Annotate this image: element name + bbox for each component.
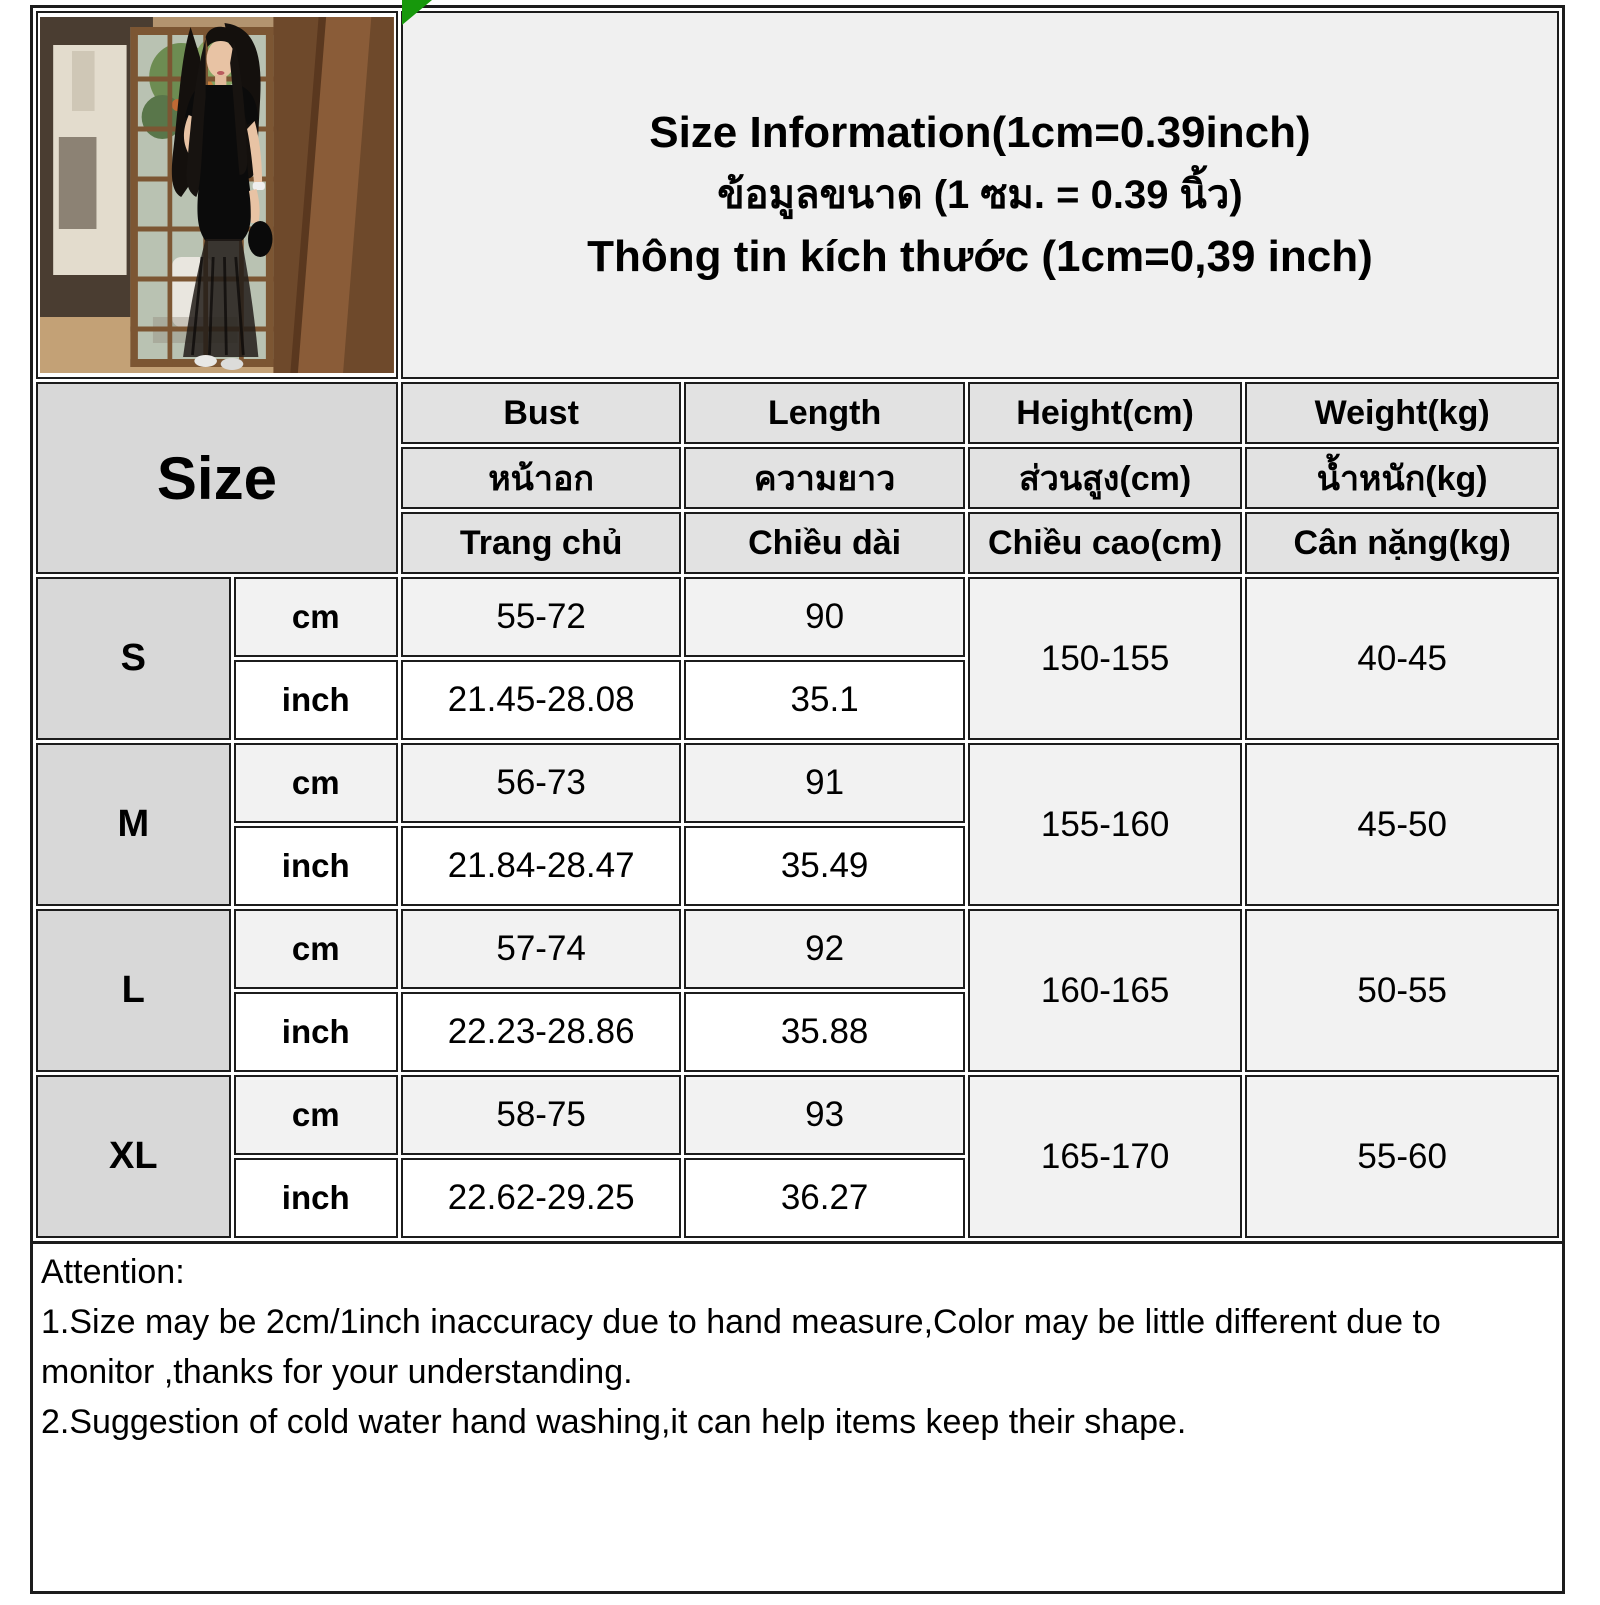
col-header-weight-th: น้ำหนัก(kg) — [1245, 447, 1559, 509]
attention-box — [30, 1244, 1565, 1594]
bust-cm-xl: 58-75 — [401, 1075, 681, 1155]
col-header-length-en: Length — [684, 382, 964, 444]
height-xl: 165-170 — [968, 1075, 1242, 1238]
row-s-cm — [36, 577, 1559, 657]
size-label-xl: XL — [36, 1075, 231, 1238]
length-cm-m: 91 — [684, 743, 964, 823]
unit-label-inch: inch — [234, 1158, 398, 1238]
size-label-s: S — [36, 577, 231, 740]
bust-cm-m: 56-73 — [401, 743, 681, 823]
unit-label-cm: cm — [234, 577, 398, 657]
unit-label-inch: inch — [234, 826, 398, 906]
unit-label-inch: inch — [234, 992, 398, 1072]
row-m-cm — [36, 743, 1559, 823]
bust-inch-s: 21.45-28.08 — [401, 660, 681, 740]
bust-inch-l: 22.23-28.86 — [401, 992, 681, 1072]
unit-label-inch: inch — [234, 660, 398, 740]
top-row — [36, 11, 1559, 379]
length-inch-xl: 36.27 — [684, 1158, 964, 1238]
height-m: 155-160 — [968, 743, 1242, 906]
col-header-height-th: ส่วนสูง(cm) — [968, 447, 1242, 509]
row-xl-cm — [36, 1075, 1559, 1155]
weight-s: 40-45 — [1245, 577, 1559, 740]
title-english: Size Information(1cm=0.39inch) — [649, 108, 1311, 157]
col-header-weight-vi: Cân nặng(kg) — [1245, 512, 1559, 574]
length-inch-s: 35.1 — [684, 660, 964, 740]
col-header-length-th: ความยาว — [684, 447, 964, 509]
attention-note-2: 2.Suggestion of cold water hand washing,it can help items keep their shape. — [41, 1402, 1187, 1441]
length-inch-l: 35.88 — [684, 992, 964, 1072]
size-header: Size — [36, 382, 398, 574]
length-cm-xl: 93 — [684, 1075, 964, 1155]
weight-l: 50-55 — [1245, 909, 1559, 1072]
bust-cm-l: 57-74 — [401, 909, 681, 989]
col-header-length-vi: Chiều dài — [684, 512, 964, 574]
length-inch-m: 35.49 — [684, 826, 964, 906]
height-s: 150-155 — [968, 577, 1242, 740]
title-vietnamese: Thông tin kích thước (1cm=0,39 inch) — [587, 232, 1373, 281]
title-thai: ข้อมูลขนาด (1 ซม. = 0.39 นิ้ว) — [717, 173, 1243, 217]
unit-label-cm: cm — [234, 909, 398, 989]
size-table — [30, 5, 1565, 1244]
unit-label-cm: cm — [234, 1075, 398, 1155]
col-header-bust-vi: Trang chủ — [401, 512, 681, 574]
bust-inch-xl: 22.62-29.25 — [401, 1158, 681, 1238]
col-header-bust-th: หน้าอก — [401, 447, 681, 509]
header-row-en — [36, 382, 1559, 444]
product-photo — [40, 17, 394, 373]
size-label-m: M — [36, 743, 231, 906]
product-photo-cell — [36, 11, 398, 379]
title-cell — [401, 11, 1559, 379]
row-l-cm — [36, 909, 1559, 989]
length-cm-l: 92 — [684, 909, 964, 989]
size-chart-sheet — [30, 5, 1565, 1594]
col-header-height-en: Height(cm) — [968, 382, 1242, 444]
attention-heading: Attention: — [41, 1253, 185, 1291]
bust-cm-s: 55-72 — [401, 577, 681, 657]
size-label-l: L — [36, 909, 231, 1072]
bust-inch-m: 21.84-28.47 — [401, 826, 681, 906]
col-header-height-vi: Chiều cao(cm) — [968, 512, 1242, 574]
unit-label-cm: cm — [234, 743, 398, 823]
height-l: 160-165 — [968, 909, 1242, 1072]
weight-m: 45-50 — [1245, 743, 1559, 906]
col-header-bust-en: Bust — [401, 382, 681, 444]
col-header-weight-en: Weight(kg) — [1245, 382, 1559, 444]
weight-xl: 55-60 — [1245, 1075, 1559, 1238]
attention-note-1: 1.Size may be 2cm/1inch inaccuracy due to hand measure,Color may be little different due to monitor ,thanks for your understanding. — [41, 1302, 1441, 1391]
length-cm-s: 90 — [684, 577, 964, 657]
